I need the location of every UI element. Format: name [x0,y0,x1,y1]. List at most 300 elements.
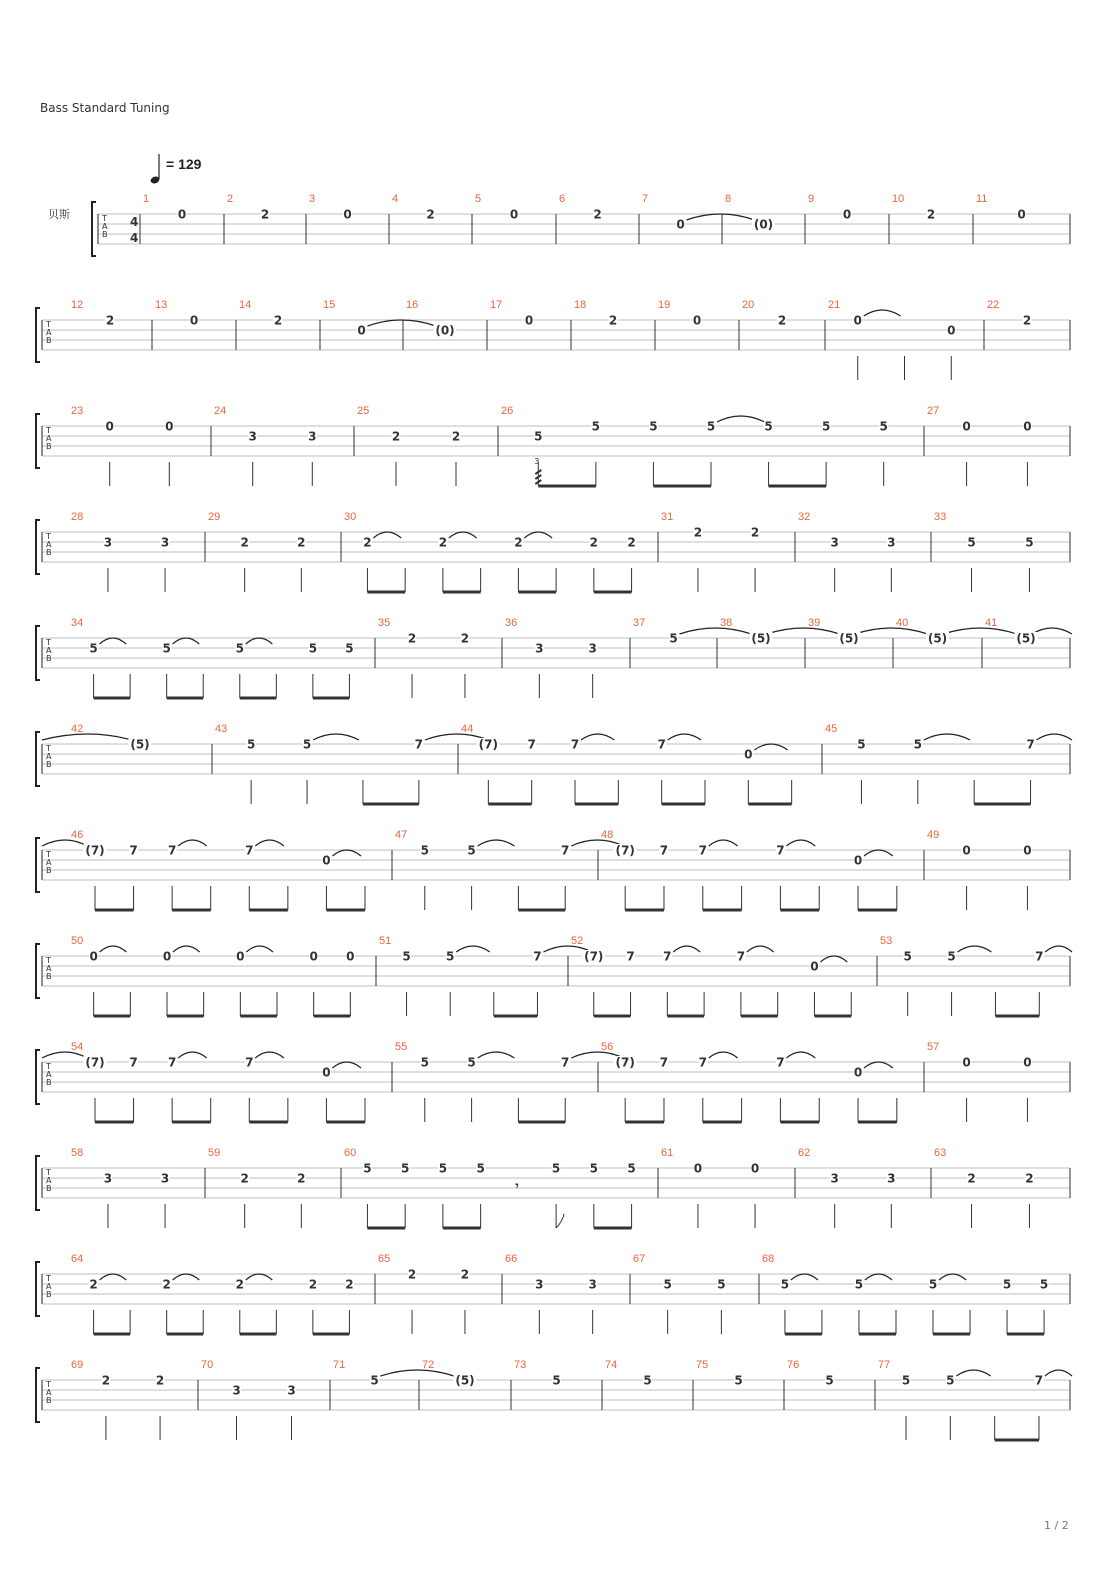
fret-number: 0 [346,949,355,964]
fret-number: 2 [155,1373,165,1388]
measure-number: 40 [896,617,909,629]
fret-number: (5) [455,1373,475,1388]
fret-number: 7 [698,1055,707,1070]
tab-clef-letter: B [102,230,108,239]
fret-number: 3 [160,535,170,550]
fret-number: 0 [744,747,753,762]
measure-number: 39 [808,617,821,629]
tie-arc [255,1052,284,1058]
fret-number: 2 [101,1373,111,1388]
fret-number: 0 [524,313,534,328]
fret-number: 5 [947,949,956,964]
tab-system [36,1147,1070,1228]
fret-number: 5 [235,641,244,656]
fret-number: 7 [1026,737,1035,752]
measure-number: 58 [71,1147,84,1159]
tie-arc [478,1052,515,1058]
fret-number: (7) [478,737,498,752]
fret-number: 5 [734,1373,743,1388]
measure-number: 4 [392,193,399,205]
measure-number: 41 [985,617,998,629]
fret-number: 2 [240,535,249,550]
fret-number: 2 [297,535,306,550]
fret-number: 5 [857,737,866,752]
tab-clef-letter: B [46,442,52,451]
fret-number: 3 [232,1383,241,1398]
tie-arc [864,310,901,316]
tab-clef-letter: A [46,1282,52,1291]
measure-number: 75 [696,1359,709,1371]
fret-number: 7 [663,949,672,964]
measure-number: 20 [742,299,755,311]
fret-number: 5 [879,419,888,434]
fret-number: 0 [177,207,187,222]
measure-number: 72 [422,1359,435,1371]
tab-system [36,935,1072,1016]
fret-number: 0 [89,949,98,964]
fret-number: 5 [967,535,976,550]
fret-number: 7 [736,949,746,964]
measure-number: 51 [379,935,392,947]
tab-clef-letter: T [46,850,51,859]
measure-number: 47 [395,829,408,841]
measure-number: 43 [215,723,228,735]
tab-clef-letter: A [46,964,52,973]
fret-number: 0 [1017,207,1026,222]
tab-system [36,829,1070,910]
fret-number: 2 [426,207,435,222]
tab-clef-letter: B [46,1184,52,1193]
tab-clef-letter: A [46,1176,52,1185]
tab-clef-letter: T [46,1168,51,1177]
fret-number: 2 [460,631,470,646]
fret-number: 5 [534,429,543,444]
fret-number: 5 [669,631,678,646]
measure-number: 21 [828,299,841,311]
fret-number: 2 [460,1267,470,1282]
time-signature-den: 4 [130,231,139,245]
fret-number: 2 [308,1277,318,1292]
measure-number: 1 [143,193,150,205]
tie-arc [313,734,359,740]
fret-number: 5 [246,737,256,752]
fret-number: 5 [627,1161,636,1176]
tab-system [36,405,1070,486]
fret-number: 2 [608,313,618,328]
fret-number: 5 [89,641,98,656]
measure-number: 38 [720,617,733,629]
tab-clef-letter: B [46,972,52,981]
tab-clef-letter: T [102,214,107,223]
fret-number: 7 [659,1055,669,1070]
eighth-rest-icon: 𝄾 [515,1179,519,1193]
measure-number: 14 [239,299,252,311]
measure-number: 74 [605,1359,618,1371]
tab-system [36,723,1072,804]
fret-number: 5 [1039,1277,1049,1292]
fret-number: 5 [825,1373,834,1388]
fret-number: 2 [89,1277,98,1292]
fret-number: 0 [343,207,352,222]
fret-number: 5 [552,1373,561,1388]
tab-clef-letter: A [46,1388,52,1397]
measure-number: 10 [892,193,905,205]
fret-number: 2 [750,525,760,540]
tie-arc [687,214,755,220]
fret-number: 0 [1023,843,1032,858]
tie-arc [747,946,774,952]
system-bracket [36,1262,40,1316]
tie-arc [786,840,815,846]
fret-number: 2 [593,207,602,222]
fret-number: 2 [438,535,448,550]
system-bracket [36,944,40,998]
measure-number: 7 [642,193,649,205]
fret-number: 7 [533,949,542,964]
instrument-name: 贝斯 [48,208,70,221]
fret-number: 2 [162,1277,171,1292]
fret-number: 5 [162,641,171,656]
system-bracket [36,308,40,362]
fret-number: 5 [706,419,716,434]
measure-number: 68 [762,1253,775,1265]
measure-number: 73 [514,1359,527,1371]
measure-number: 31 [661,511,674,523]
fret-number: 0 [947,323,956,338]
fret-number: 3 [103,1171,113,1186]
system-bracket [36,732,40,786]
tie-arc [791,1274,818,1280]
tie-arc [478,840,515,846]
fret-number: 5 [345,641,354,656]
tie-arc [924,734,970,740]
system-bracket [36,626,40,680]
fret-number: 2 [627,535,636,550]
fret-number: 0 [509,207,519,222]
fret-number: 5 [1002,1277,1012,1292]
fret-number: 5 [476,1161,485,1176]
tie-arc [709,840,738,846]
fret-number: (7) [615,1055,635,1070]
measure-number: 24 [214,405,227,417]
measure-number: 54 [71,1041,84,1053]
tab-clef-letter: T [46,532,51,541]
fret-number: 5 [854,1277,864,1292]
fret-number: (0) [435,323,455,338]
measure-number: 9 [808,193,815,205]
fret-number: 3 [535,641,544,656]
measure-number: 46 [71,829,84,841]
fret-number: 5 [420,843,429,858]
fret-number: 3 [830,1171,839,1186]
fret-number: 5 [903,949,912,964]
tie-arc [246,1274,273,1280]
tie-arc [178,1052,207,1058]
tie-arc [173,638,200,644]
tab-clef-letter: T [46,1062,51,1071]
fret-number: 2 [514,535,523,550]
tab-clef-letter: A [46,646,52,655]
system-bracket [92,202,96,256]
tab-system [36,299,1070,380]
fret-number: 3 [160,1171,170,1186]
tab-system [36,617,1072,698]
measure-number: 53 [880,935,893,947]
fret-number: 2 [345,1277,354,1292]
fret-number: 7 [561,843,570,858]
fret-number: 5 [764,419,773,434]
tie-arc [173,946,200,952]
tab-clef-letter: B [46,866,52,875]
fret-number: 7 [129,1055,138,1070]
tie-arc [100,1274,127,1280]
system-bracket [36,1156,40,1210]
tab-clef-letter: B [46,548,52,557]
tie-arc [449,532,477,538]
measure-number: 71 [333,1359,346,1371]
tab-clef-letter: A [46,434,52,443]
measure-number: 64 [71,1253,84,1265]
fret-number: 7 [626,949,635,964]
fret-number: 5 [946,1373,955,1388]
tab-system [36,1253,1070,1334]
measure-number: 61 [661,1147,674,1159]
fret-number: 5 [302,737,312,752]
measure-number: 44 [461,723,474,735]
tie-arc [958,946,992,952]
fret-number: 7 [167,1055,177,1070]
fret-number: 0 [236,949,245,964]
fret-number: 2 [297,1171,306,1186]
tab-system [36,1359,1072,1440]
tab-clef-letter: T [46,956,51,965]
measure-number: 62 [798,1147,811,1159]
tie-arc [246,638,273,644]
tie-arc [864,850,893,856]
tab-clef-letter: A [46,328,52,337]
tab-clef-letter: T [46,1380,51,1389]
measure-number: 66 [505,1253,518,1265]
measure-number: 67 [633,1253,646,1265]
fret-number: 2 [1025,1171,1034,1186]
fret-number: (0) [753,217,774,232]
fret-number: 2 [363,535,372,550]
measure-number: 69 [71,1359,84,1371]
tab-clef-letter: A [46,752,52,761]
note-flag [556,1214,564,1228]
fret-number: 0 [962,1055,971,1070]
tie-arc [673,946,700,952]
measure-number: 45 [825,723,838,735]
tab-clef-letter: T [46,320,51,329]
measure-number: 50 [71,935,84,947]
tie-arc [680,628,752,634]
measure-number: 48 [601,829,614,841]
measure-number: 32 [798,511,811,523]
tie-arc [855,628,928,634]
tie-arc [1032,628,1072,634]
measure-number: 13 [155,299,168,311]
fret-number: 3 [887,535,896,550]
fret-number: 7 [1035,949,1044,964]
measure-number: 59 [208,1147,221,1159]
fret-number: 0 [322,1065,331,1080]
measure-number: 36 [505,617,518,629]
fret-number: (5) [839,631,859,646]
measure-number: 34 [71,617,84,629]
fret-number: 0 [1023,1055,1032,1070]
measure-number: 37 [633,617,646,629]
measure-number: 12 [71,299,84,311]
tuplet-number: 3 [534,457,540,466]
measure-number: 16 [406,299,419,311]
measure-number: 55 [395,1041,408,1053]
tie-arc [786,1052,815,1058]
fret-number: 2 [273,313,283,328]
tie-arc [100,638,127,644]
tab-clef-letter: T [46,744,51,753]
fret-number: 7 [657,737,666,752]
fret-number: 0 [750,1161,760,1176]
fret-number: 0 [676,217,685,232]
tie-arc [1045,946,1072,952]
fret-number: 5 [551,1161,561,1176]
tie-arc [717,416,765,422]
fret-number: 5 [913,737,922,752]
fret-number: 5 [717,1277,726,1292]
tab-clef-letter: B [46,1290,52,1299]
tab-clef-letter: T [46,426,51,435]
measure-number: 65 [378,1253,391,1265]
fret-number: 5 [591,419,601,434]
fret-number: 5 [649,419,658,434]
tie-arc [709,1052,738,1058]
fret-number: 5 [643,1373,652,1388]
fret-number: 7 [245,843,254,858]
fret-number: 3 [287,1383,296,1398]
measure-number: 56 [601,1041,614,1053]
fret-number: 5 [1025,535,1034,550]
tie-arc [865,1274,892,1280]
tie-arc [381,1370,454,1376]
measure-number: 28 [71,511,84,523]
tab-clef-letter: B [46,336,52,345]
measure-number: 57 [927,1041,940,1053]
fret-number: 2 [451,429,461,444]
fret-number: 7 [1034,1373,1044,1388]
tie-arc [332,1062,361,1068]
tuning-label: Bass Standard Tuning [40,101,170,115]
measure-number: 60 [344,1147,357,1159]
fret-number: (7) [85,843,105,858]
fret-number: 3 [588,641,597,656]
fret-number: 0 [322,853,331,868]
fret-number: (7) [615,843,635,858]
measure-number: 49 [927,829,940,841]
tempo-marking: = 129 [166,156,202,172]
time-signature-num: 4 [130,215,139,229]
tie-arc [767,628,840,634]
fret-number: 7 [245,1055,254,1070]
fret-number: 0 [853,1065,863,1080]
measure-number: 2 [227,193,234,205]
fret-number: 2 [407,1267,417,1282]
tie-arc [332,850,361,856]
tab-clef-letter: A [46,858,52,867]
tie-arc [173,1274,200,1280]
measure-number: 27 [927,405,940,417]
tab-clef-letter: T [46,1274,51,1283]
fret-number: 0 [962,843,971,858]
measure-number: 5 [475,193,482,205]
system-bracket [36,520,40,574]
fret-number: 2 [260,207,270,222]
measure-number: 26 [501,405,514,417]
fret-number: 5 [589,1161,599,1176]
fret-number: 5 [363,1161,372,1176]
fret-number: 3 [103,535,113,550]
system-bracket [36,1050,40,1104]
fret-number: 5 [420,1055,429,1070]
tie-arc [1045,1370,1072,1376]
system-bracket [36,414,40,468]
tie-arc [100,946,127,952]
fret-number: 3 [535,1277,544,1292]
tie-arc [246,946,273,952]
page-number: 1 / 2 [1044,1519,1069,1532]
fret-number: 7 [570,737,580,752]
measure-number: 33 [934,511,947,523]
fret-number: 7 [167,843,177,858]
fret-number: 0 [165,419,174,434]
fret-number: (5) [927,631,948,646]
measure-number: 17 [490,299,503,311]
tab-clef-letter: A [46,540,52,549]
measure-number: 35 [378,617,391,629]
fret-number: 7 [561,1055,570,1070]
fret-number: 5 [467,1055,476,1070]
fret-number: (5) [130,737,150,752]
tie-arc [255,840,284,846]
tie-arc [581,734,614,740]
tab-clef-letter: B [46,1078,52,1087]
fret-number: 0 [962,419,971,434]
fret-number: 0 [693,1161,703,1176]
fret-number: 0 [189,313,199,328]
fret-number: 7 [414,737,424,752]
fret-number: 0 [105,419,114,434]
fret-number: (7) [85,1055,105,1070]
tab-clef-letter: A [46,1070,52,1079]
fret-number: (5) [1016,631,1036,646]
fret-number: 5 [400,1161,410,1176]
tie-arc [864,1062,893,1068]
fret-number: 2 [967,1171,976,1186]
tie-arc [373,532,401,538]
fret-number: 2 [240,1171,249,1186]
measure-number: 76 [787,1359,800,1371]
fret-number: 7 [776,1055,785,1070]
measure-number: 52 [571,935,584,947]
tab-clef-letter: A [102,222,108,231]
measure-number: 6 [559,193,566,205]
fret-number: 3 [830,535,839,550]
system-bracket [36,838,40,892]
fret-number: 5 [308,641,318,656]
tab-clef-letter: B [46,654,52,663]
measure-number: 23 [71,405,84,417]
tie-arc [178,840,207,846]
